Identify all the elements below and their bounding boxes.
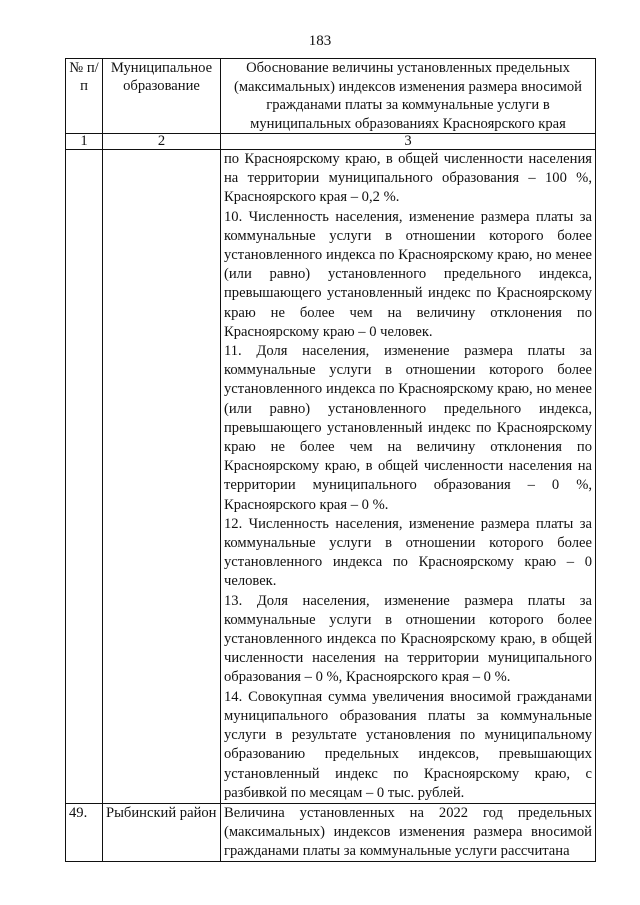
header-justification: Обоснование величины установленных предельных (максимальных) индексов изменения размера вносимой гражданами платы за коммунальные услуги в муниципальных образованиях Красноярского края bbox=[221, 59, 596, 134]
column-number-row bbox=[66, 134, 596, 150]
justification-table bbox=[65, 58, 596, 862]
table-row-continued bbox=[66, 150, 596, 804]
table-header-row bbox=[66, 59, 596, 134]
column-number-1: 1 bbox=[66, 134, 103, 150]
paragraph-item-11: 11. Доля населения, изменение размера платы за коммунальные услуги в отношении которого более установленного индекса по Красноярскому краю, но менее (или равно) установленного предельного индекса, превышающего установленный индекс по Красноярскому краю не более чем на величину отклонения по Красноярскому краю, в общей численности населения на территории муниципального образования – 0 %, Красноярского края – 0 %. bbox=[224, 343, 592, 513]
row-number-cell bbox=[66, 150, 103, 804]
row-justification: Величина установленных на 2022 год предельных (максимальных) индексов изменения размера вносимой гражданами платы за коммунальные услуги рассчитана bbox=[221, 803, 596, 861]
table-row-49 bbox=[66, 803, 596, 861]
paragraph-item-13: 13. Доля населения, изменение размера платы за коммунальные услуги в отношении которого более установленного индекса по Красноярскому краю, в общей численности населения на территории муниципального образования – 0 %, Красноярского края – 0 %. bbox=[224, 592, 592, 686]
paragraph-item-14: 14. Совокупная сумма увеличения вносимой гражданами муниципального образования платы за коммунальные услуги в результате установления по муниципальному образованию предельных индексов, превышающих установленный индекс по Красноярскому краю, с разбивкой по месяцам – 0 тыс. рублей. bbox=[224, 688, 592, 801]
page-number: 183 bbox=[308, 33, 332, 49]
row-justification-cell bbox=[221, 150, 596, 804]
paragraph-item-10: 10. Численность населения, изменение размера платы за коммунальные услуги в отношении которого более установленного индекса по Красноярскому краю, но менее (или равно) установленного предельного индекса, превышающего установленный индекс по Красноярскому краю не более чем на величину отклонения по Красноярскому краю – 0 человек. bbox=[224, 208, 592, 340]
header-number: № п/п bbox=[66, 59, 103, 134]
column-number-3: 3 bbox=[221, 134, 596, 150]
column-number-2: 2 bbox=[103, 134, 221, 150]
header-municipality: Муниципальное образование bbox=[103, 59, 221, 134]
paragraph-item-12: 12. Численность населения, изменение размера платы за коммунальные услуги в отношении которого более установленного индекса по Красноярскому краю – 0 человек. bbox=[224, 515, 592, 590]
paragraph: по Красноярскому краю, в общей численности населения на территории муниципального образования – 100 %, Красноярского края – 0,2 %. bbox=[224, 151, 592, 206]
row-municipality-cell bbox=[103, 150, 221, 804]
row-municipality: Рыбинский район bbox=[103, 803, 221, 861]
row-number: 49. bbox=[66, 803, 103, 861]
